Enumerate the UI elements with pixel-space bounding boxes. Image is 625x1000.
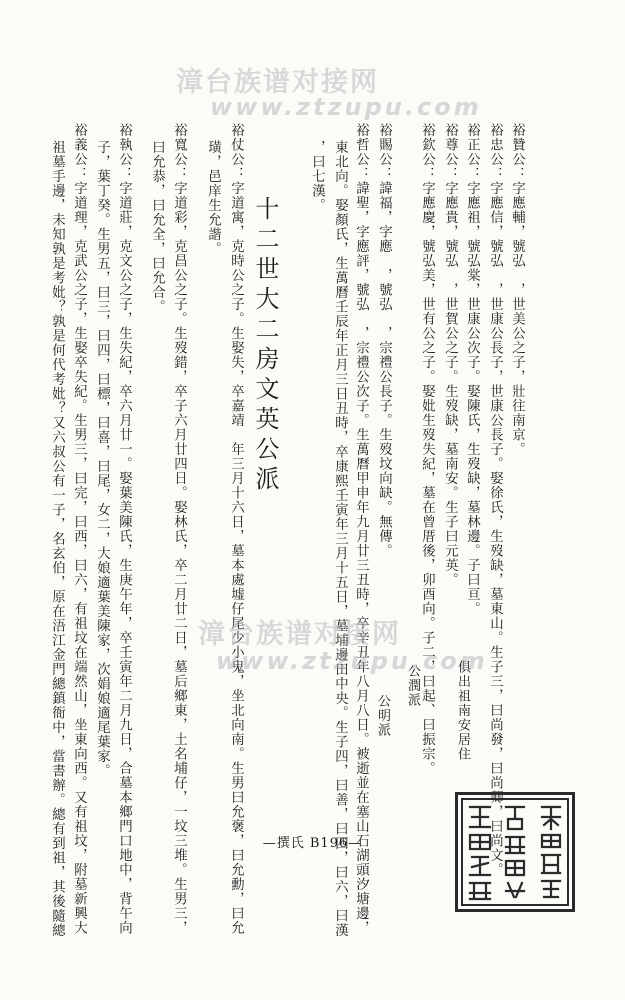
branch-note: 公明派 [375,694,390,738]
record-column: 裕執公：字道莊，克文公之子，生失紀，卒六月廿一。娶葉美陳氏，生庚午年，卒壬寅年二月九日，合墓本鄉門口地中，背午向 [116,123,132,935]
record-column: 裕寬公：字道彩，克昌公之子。生歿錯，卒子六月廿四日。娶林氏，卒二月廿二日，墓后鄉東，土名埔仔，一坟三堆。生男三， [171,123,187,935]
record-column: 裕仗公：字道寓，克時公之子。生娶失，卒嘉靖 年三月十六日，墓本處墟仔尾少小鬼，坐北向南。生男曰允褒，曰允勳，曰允 [228,123,244,935]
record-column: 裕贊公：字應輔，號弘 ，世美公之子，壯往南京。 [509,123,525,457]
watermark-text: 漳台族谱对接网 [198,619,401,650]
record-column: 裕正公：字應祖，號弘棠，世康公次子。娶陳氏，生歿缺，墓林邊。子曰亘。 [464,123,480,616]
watermark-text: 漳台族谱对接网 [176,67,379,98]
section-heading: 十二世大二房文英公派 [251,196,279,496]
record-column: ，曰七漢。 [309,140,325,213]
migration-note: 俱出祖南安居住 [455,660,470,762]
page-footer: —撰氏 B196— [262,836,363,851]
record-column: 璜，邑庠生允諧。 [205,140,221,256]
record-column: 裕忠公：字應信，號弘 ，世康公長子，世康公長子。娶徐氏，生歿缺，墓東山。生子三，曰尚發，曰尚卿，曰尚文。 [487,123,503,877]
record-column: 裕尊公：字應貴，號弘 ，世賀公之子。生歿缺，墓南安。生子曰元英。 [442,123,458,587]
record-column: 裕賜公：諱福，字應 ，號弘 ，宗禮公長子。生歿坟向缺。無傳。 [376,123,392,558]
seal-stamp [455,792,575,912]
record-column: 曰允恭，曰允全，曰允合。 [149,140,165,314]
watermark-url: www.ztzupu.com [216,647,488,675]
record-column: 東北向。娶顏氏，生萬曆壬辰年正月三日丑時，卒康熙壬寅年三月十五日，墓埔邊田中央。生子四，曰善，曰四，曰六，曰漢 [332,140,348,938]
record-column: 子，葉丁癸。生男五，曰三，曰四，曰標，曰喜，曰尾，女二，大娘適葉美陳家，次娟娘適尾葉家。 [94,140,110,778]
record-column: 祖墓手邊，未知孰是考妣？孰是何代考妣？又六叔公有一子，名玄伯，原在浯江金門總鎮衙中，當書辦。總有到祖，其後隨總 [49,140,65,938]
record-column: 裕哲公：諱聖，字應評，號弘 ，宗禮公次子。生萬曆甲申年九月廿三丑時，卒辛丑年八月八日。被逝並在塞山石湖頭汐塘邊， [353,123,369,935]
record-column: 裕欽公：字應慶，號弘美，世有公之子。娶妣生歿失紀，墓在曾厝後，卯酉向。子二，曰起、曰振宗。 [419,123,435,776]
watermark-url: www.ztzupu.com [210,93,482,121]
branch-note: 公潤派 [405,664,420,708]
record-column: 裕義公：字道理，克武公之子，生娶卒失紀。生男三，曰完，曰西，曰六，有祖坟在端然山，坐東向西。又有祖坟，附墓新興大 [71,123,87,935]
